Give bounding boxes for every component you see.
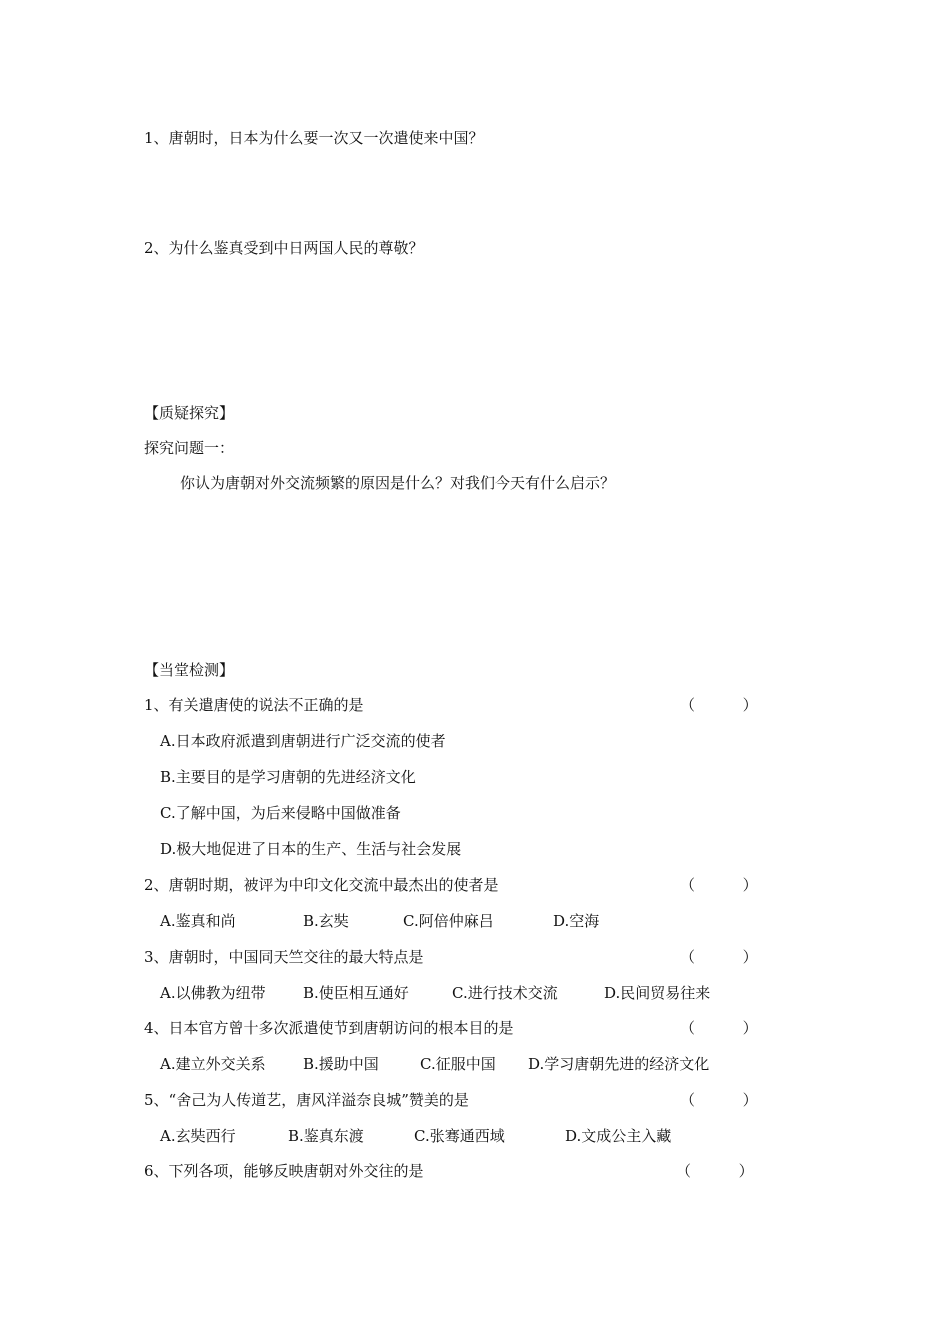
q3-option-a: A.以佛教为纽带 — [160, 984, 266, 1002]
q1-option-a: A.日本政府派遣到唐朝进行广泛交流的使者 — [160, 732, 446, 750]
q3-option-b: B.使臣相互通好 — [303, 984, 409, 1002]
q4-option-c: C.征服中国 — [420, 1055, 496, 1073]
quiz-question-6: 6、下列各项，能够反映唐朝对外交往的是 — [144, 1162, 424, 1180]
q4-option-b: B.援助中国 — [303, 1055, 379, 1073]
q1-option-d: D.极大地促进了日本的生产、生活与社会发展 — [160, 840, 462, 858]
answer-blank-5: （ ） — [680, 1091, 758, 1109]
quiz-question-2: 2、唐朝时期，被评为中印文化交流中最杰出的使者是 — [144, 876, 499, 894]
answer-blank-4: （ ） — [680, 1019, 758, 1037]
q4-option-d: D.学习唐朝先进的经济文化 — [528, 1055, 710, 1073]
quiz-question-5: 5、“舍己为人传道艺，唐风洋溢奈良城”赞美的是 — [144, 1091, 469, 1109]
q3-option-d: D.民间贸易往来 — [604, 984, 711, 1002]
q2-option-b: B.玄奘 — [303, 912, 349, 930]
inquiry-heading: 【质疑探究】 — [144, 404, 235, 422]
discussion-question-2: 2、为什么鉴真受到中日两国人民的尊敬？ — [144, 239, 424, 257]
quiz-question-3: 3、唐朝时，中国同天竺交往的最大特点是 — [144, 948, 424, 966]
q5-option-c: C.张骞通西域 — [414, 1127, 505, 1145]
inquiry-problem-text: 你认为唐朝对外交流频繁的原因是什么？对我们今天有什么启示？ — [180, 474, 616, 492]
answer-blank-1: （ ） — [680, 696, 758, 714]
q5-option-b: B.鉴真东渡 — [288, 1127, 364, 1145]
q2-option-d: D.空海 — [553, 912, 600, 930]
q5-option-a: A.玄奘西行 — [160, 1127, 236, 1145]
quiz-question-1: 1、有关遣唐使的说法不正确的是 — [144, 696, 364, 714]
q3-option-c: C.进行技术交流 — [452, 984, 558, 1002]
q1-option-b: B.主要目的是学习唐朝的先进经济文化 — [160, 768, 416, 786]
discussion-question-1: 1、唐朝时，日本为什么要一次又一次遣使来中国？ — [144, 129, 484, 147]
q5-option-d: D.文成公主入藏 — [565, 1127, 672, 1145]
q4-option-a: A.建立外交关系 — [160, 1055, 266, 1073]
answer-blank-2: （ ） — [680, 876, 758, 894]
quiz-heading: 【当堂检测】 — [144, 661, 235, 679]
inquiry-problem-label: 探究问题一： — [144, 439, 235, 457]
answer-blank-3: （ ） — [680, 948, 758, 966]
q1-option-c: C.了解中国，为后来侵略中国做准备 — [160, 804, 401, 822]
answer-blank-6: （ ） — [676, 1162, 754, 1180]
q2-option-a: A.鉴真和尚 — [160, 912, 236, 930]
q2-option-c: C.阿倍仲麻吕 — [403, 912, 494, 930]
quiz-question-4: 4、日本官方曾十多次派遣使节到唐朝访问的根本目的是 — [144, 1019, 514, 1037]
